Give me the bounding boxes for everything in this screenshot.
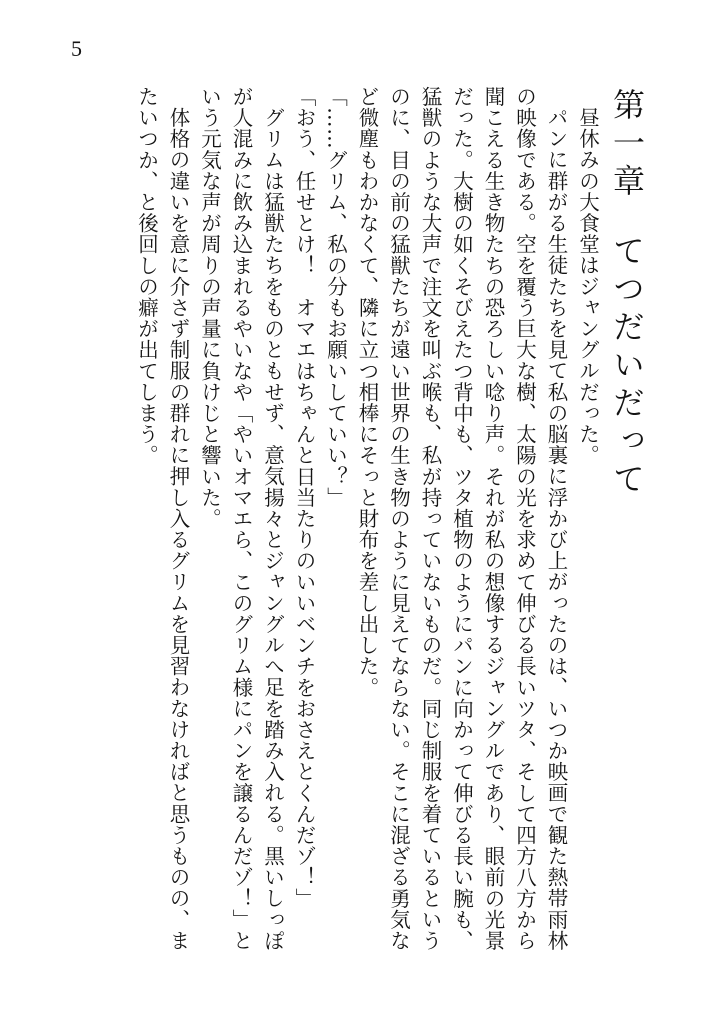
- dialogue-line: 「……グリム、私の分もお願いしていい？」: [323, 86, 348, 508]
- paragraph: 体格の違いを意に介さず制服の群れに押し入るグリムを見習わなければと思うものの、またいつか、と後回しの癖が出てしまう。: [134, 86, 190, 951]
- paragraph: グリムは猛獣たちをものともせず、意気揚々とジャングルへ足を踏み入れる。黒いしっぽが人混みに飲み込まれるやいなや「やいオマエら、このグリム様にパンを譲るんだゾ！」という元気な声が周りの声量に負けじと響いた。: [197, 86, 285, 952]
- chapter-title: てつだいだって: [608, 234, 646, 500]
- chapter-heading: [608, 86, 646, 966]
- chapter-number: 第一章: [608, 88, 646, 202]
- paragraph: パンに群がる生徒たちを見て私の脳裏に浮かび上がったのは、いつか映画で観た熱帯雨林の映像である。空を覆う巨大な樹、太陽の光を求めて伸びる長いツタ、そして四方八方から聞こえる生き物たちの恐ろしい唸り声。それが私の想像するジャングルであり、眼前の光景だった。大樹の如くそびえたつ背中も、ツタ植物のようにパンに向かって伸びる長い腕も、猛獣のような大声で注文を叫ぶ喉も、私が持っていないものだ。同じ制服を着ているというのに、目の前の猛獣たちが遠い世界の生き物のように見えてならない。そこに混ざる勇気など微塵もわかなくて、隣に立つ相棒にそっと財布を差し出した。: [355, 86, 568, 952]
- paragraph: 昼休みの大食堂はジャングルだった。: [575, 106, 600, 466]
- page-number: 5: [71, 36, 82, 61]
- dialogue-line: 「おう、任せとけ！ オマエはちゃんと日当たりのいいベンチをおさえとくんだゾ！」: [292, 86, 316, 909]
- body-text: [130, 86, 646, 966]
